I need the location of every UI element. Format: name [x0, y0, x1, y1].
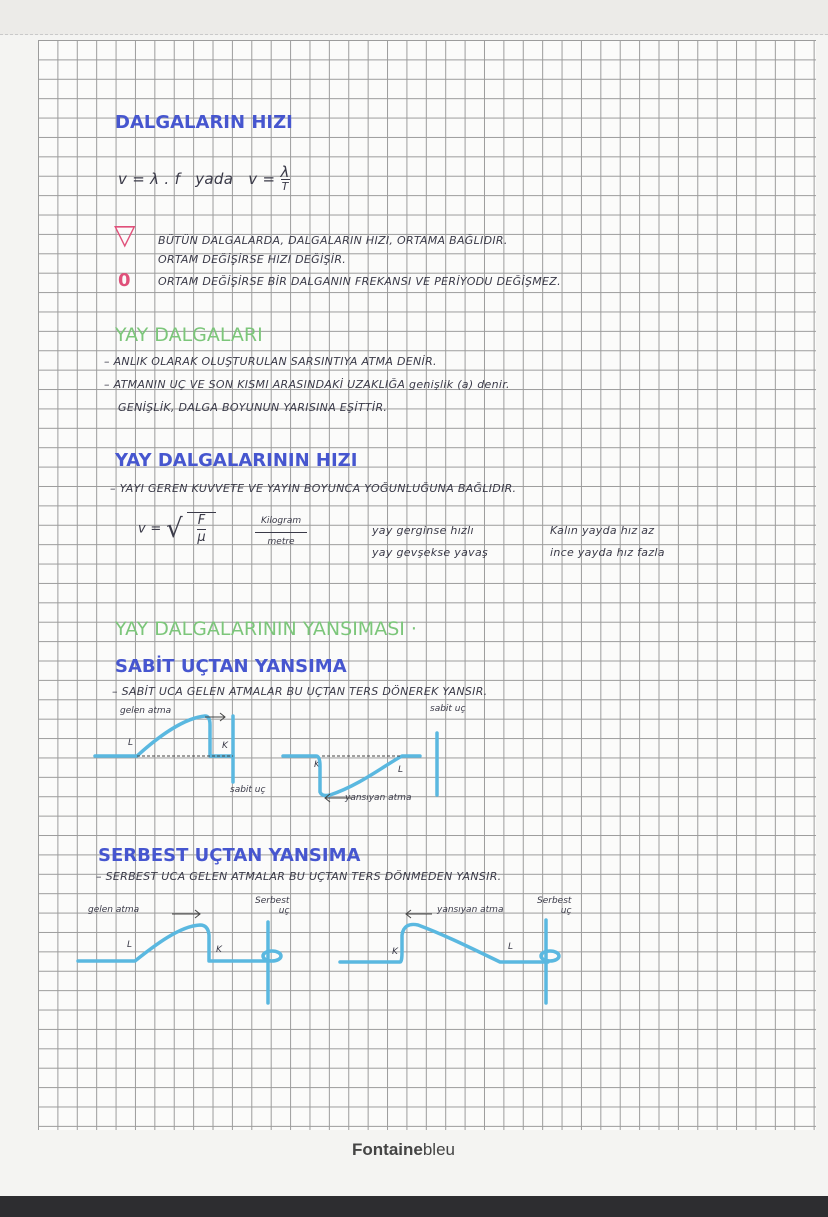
label-reflected: yansıyan atma: [345, 793, 412, 803]
formula-lhs: v =: [138, 521, 162, 537]
heading-yansima: YAY DALGALARININ YANSIMASI ·: [115, 618, 417, 640]
arrow-left-icon: [325, 794, 352, 802]
label-free-end: Serbest uç: [255, 896, 290, 916]
note-line: – SERBEST UCA GELEN ATMALAR BU UÇTAN TERS DÖNMEDEN YANSIR.: [96, 870, 502, 883]
label-incoming: gelen atma: [88, 905, 140, 915]
label-free-end: Serbest uç: [537, 896, 572, 916]
note-line: yay gerginse hızlı: [372, 524, 474, 537]
brand-logo: Fontainebleu: [352, 1140, 455, 1159]
label-L: L: [508, 942, 514, 952]
circle-marker-icon: 0: [118, 270, 131, 291]
formula-den: T: [281, 180, 289, 193]
label-K: K: [314, 760, 320, 770]
formula-num: F: [197, 513, 206, 528]
formula-or: yada: [195, 170, 234, 188]
sqrt-symbol: √: [166, 514, 183, 544]
reflected-pulse-free: [340, 924, 548, 962]
note-line: – ATMANIN UÇ VE SON KISMI ARASINDAKİ UZAKLIĞA genişlik (a) denir.: [104, 378, 510, 391]
free-end-ring: [541, 951, 559, 961]
note-line: – ANLIK OLARAK OLUŞTURULAN SARSINTIYA ATMA DENİR.: [104, 355, 437, 368]
unit-den: metre: [267, 537, 295, 547]
note-line: GENİŞLİK, DALGA BOYUNUN YARISINA EŞİTTİR.: [118, 401, 388, 414]
formula-right-lhs: v =: [248, 170, 276, 188]
heading-dalgalarin-hizi: DALGALARIN HIZI: [115, 112, 293, 133]
note-line: – YAYI GEREN KUVVETE VE YAYIN BOYUNCA YOĞUNLUĞUNA BAĞLIDIR.: [110, 482, 517, 495]
label-L: L: [127, 940, 133, 950]
label-fixed-end: sabit uç: [430, 704, 466, 714]
label-reflected: yansıyan atma: [437, 905, 504, 915]
label-L: L: [128, 738, 134, 748]
formula-left: v = λ . f: [118, 170, 181, 188]
formula-den: μ: [197, 530, 206, 545]
note-line: ORTAM DEĞİŞİRSE HIZI DEĞİŞİR.: [158, 253, 347, 266]
reflected-pulse-fixed: [283, 756, 420, 796]
note-line: yay gevşekse yavaş: [372, 546, 489, 559]
formula-num: λ: [280, 163, 290, 181]
note-line: BÜTÜN DALGALARDA, DALGALARIN HIZI, ORTAMA BAĞLIDIR.: [158, 234, 508, 247]
note-line: ince yayda hız fazla: [550, 546, 665, 559]
label-fixed-end: sabit uç: [230, 785, 266, 795]
heading-yay-dalgalarinin-hizi: YAY DALGALARININ HIZI: [115, 450, 358, 471]
label-K: K: [392, 947, 398, 957]
heading-serbest-uctan: SERBEST UÇTAN YANSIMA: [98, 845, 361, 866]
label-K: K: [222, 741, 228, 751]
incoming-pulse-fixed: [95, 716, 233, 756]
unit-num: Kilogram: [255, 512, 307, 533]
note-line: – SABİT UCA GELEN ATMALAR BU UÇTAN TERS DÖNEREK YANSIR.: [112, 685, 488, 698]
note-line: Kalın yayda hız az: [550, 524, 655, 537]
triangle-marker-icon: ▽: [114, 218, 136, 251]
label-L: L: [398, 765, 404, 775]
incoming-pulse-free: [78, 925, 268, 961]
label-incoming: gelen atma: [120, 706, 172, 716]
heading-sabit-uctan: SABİT UÇTAN YANSIMA: [115, 656, 347, 677]
arrow-left-icon: [406, 910, 432, 918]
arrow-right-icon: [172, 910, 200, 918]
free-end-ring: [263, 951, 281, 961]
note-line: ORTAM DEĞİŞİRSE BİR DALGANIN FREKANSI VE PERİYODU DEĞİŞMEZ.: [158, 275, 561, 288]
heading-yay-dalgalari: YAY DALGALARI: [115, 324, 263, 346]
label-K: K: [216, 945, 222, 955]
bottom-edge: [0, 1196, 828, 1217]
